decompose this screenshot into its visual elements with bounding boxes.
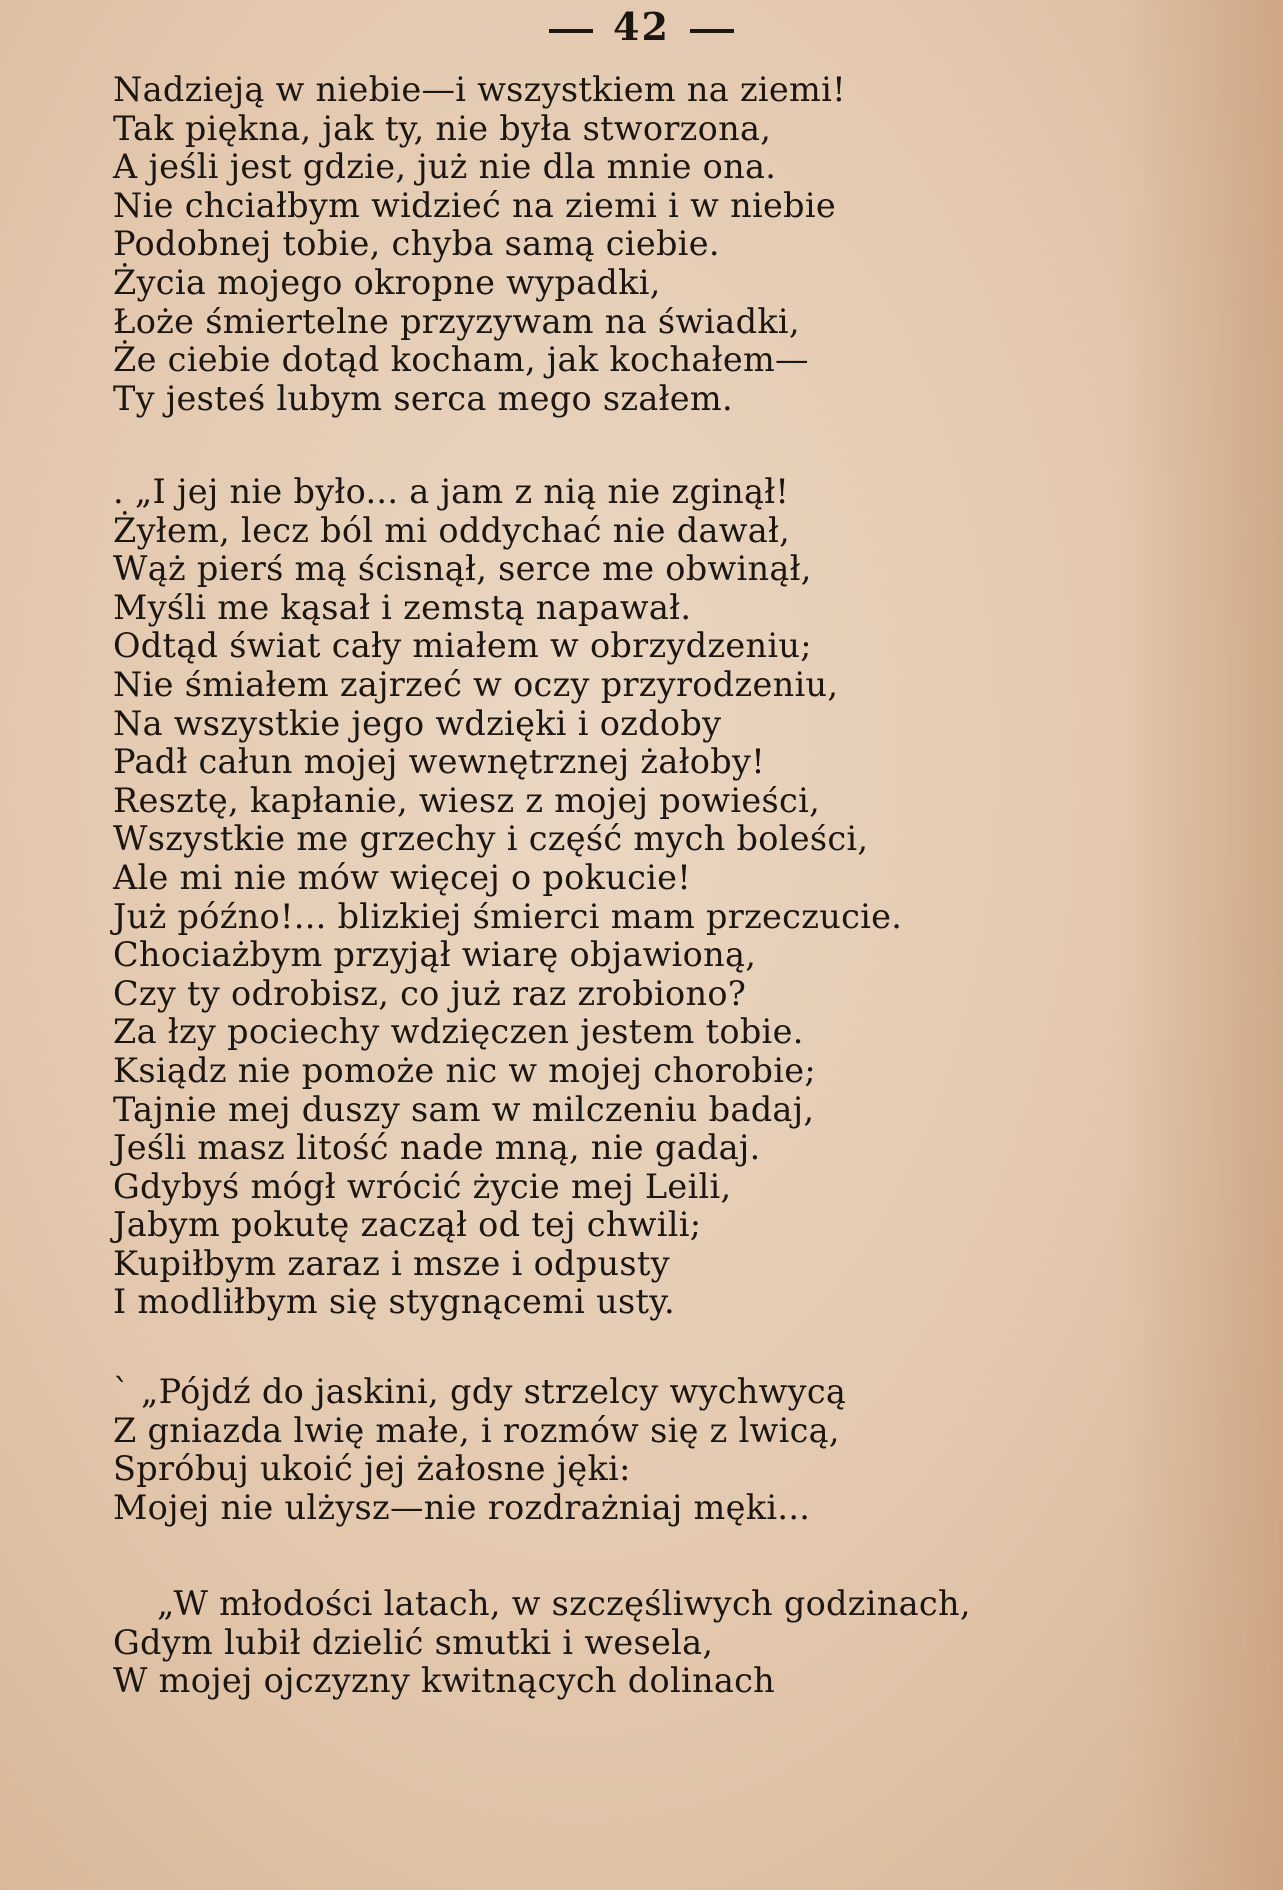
- verse-line: W mojej ojczyzny kwitnących dolinach: [113, 1661, 776, 1701]
- verse-line: Chociażbym przyjął wiarę objawioną,: [113, 935, 757, 975]
- verse-line: Padł całun mojej wewnętrznej żałoby!: [113, 742, 765, 782]
- header-dash-right: [690, 29, 734, 33]
- verse-line: Mojej nie ulżysz—nie rozdrażniaj męki...: [113, 1487, 811, 1527]
- verse-line: Myśli me kąsał i zemstą napawał.: [113, 587, 692, 627]
- verse-line: Na wszystkie jego wdzięki i ozdoby: [113, 703, 722, 743]
- verse-line: Kupiłbym zaraz i msze i odpusty: [113, 1243, 670, 1283]
- verse-line: Czy ty odrobisz, co już raz zrobiono?: [113, 973, 747, 1013]
- verse-line: Tak piękna, jak ty, nie była stworzona,: [113, 108, 772, 148]
- verse-line: Odtąd świat cały miałem w obrzydzeniu;: [113, 626, 812, 666]
- verse-line: I modliłbym się stygnącemi usty.: [113, 1282, 675, 1322]
- verse-line: Ty jesteś lubym serca mego szałem.: [113, 378, 733, 418]
- verse-line: Życia mojego okropne wypadki,: [113, 262, 661, 302]
- verse-line: . „I jej nie było... a jam z nią nie zginął!: [113, 472, 790, 511]
- verse-line: Wszystkie me grzechy i część mych boleści,: [113, 819, 869, 859]
- verse-line: Jabym pokutę zaczął od tej chwili;: [113, 1205, 702, 1245]
- verse-line: Już późno!... blizkiej śmierci mam przeczucie.: [113, 896, 903, 936]
- verse-line: Ale mi nie mów więcej o pokucie!: [113, 857, 692, 897]
- verse-line: Z gniazda lwię małe, i rozmów się z lwicą,: [113, 1410, 840, 1450]
- header-dash-left: [549, 29, 593, 33]
- verse-line: Spróbuj ukoić jej żałosne jęki:: [113, 1449, 631, 1489]
- stanza-4: [113, 1585, 971, 1701]
- verse-line: Ksiądz nie pomoże nic w mojej chorobie;: [113, 1050, 816, 1090]
- verse-line: Gdym lubił dzielić smutki i wesela,: [113, 1622, 714, 1662]
- stanza-3: [113, 1373, 846, 1527]
- page-number: 42: [613, 4, 670, 49]
- verse-line: Gdybyś mógł wrócić życie mej Leili,: [113, 1166, 732, 1206]
- stanza-2: [113, 473, 902, 1322]
- page-header: [0, 4, 1283, 49]
- page-edge-shadow: [1123, 0, 1283, 1890]
- verse-line: Tajnie mej duszy sam w milczeniu badaj,: [113, 1089, 815, 1129]
- verse-line: Nie chciałbym widzieć na ziemi i w niebie: [113, 185, 836, 225]
- verse-line: Że ciebie dotąd kocham, jak kochałem—: [113, 340, 809, 380]
- verse-line: Jeśli masz litość nade mną, nie gadaj.: [113, 1128, 761, 1168]
- stanza-1: [113, 71, 846, 418]
- verse-line: Nie śmiałem zajrzeć w oczy przyrodzeniu,: [113, 664, 839, 704]
- verse-line: A jeśli jest gdzie, już nie dla mnie ona.: [113, 147, 777, 187]
- verse-line: Resztę, kapłanie, wiesz z mojej powieści,: [113, 780, 821, 820]
- verse-line: Wąż pierś mą ścisnął, serce me obwinął,: [113, 549, 812, 589]
- verse-line: Łoże śmiertelne przyzywam na świadki,: [113, 301, 800, 341]
- verse-line: ` „Pójdź do jaskini, gdy strzelcy wychwycą: [113, 1372, 847, 1411]
- verse-line: Podobnej tobie, chyba samą ciebie.: [113, 224, 720, 264]
- verse-line: Za łzy pociechy wdzięczen jestem tobie.: [113, 1012, 804, 1052]
- verse-line: „W młodości latach, w szczęśliwych godzinach,: [157, 1584, 971, 1623]
- verse-line: Żyłem, lecz ból mi oddychać nie dawał,: [113, 510, 791, 550]
- verse-line: Nadzieją w niebie—i wszystkiem na ziemi!: [113, 70, 846, 109]
